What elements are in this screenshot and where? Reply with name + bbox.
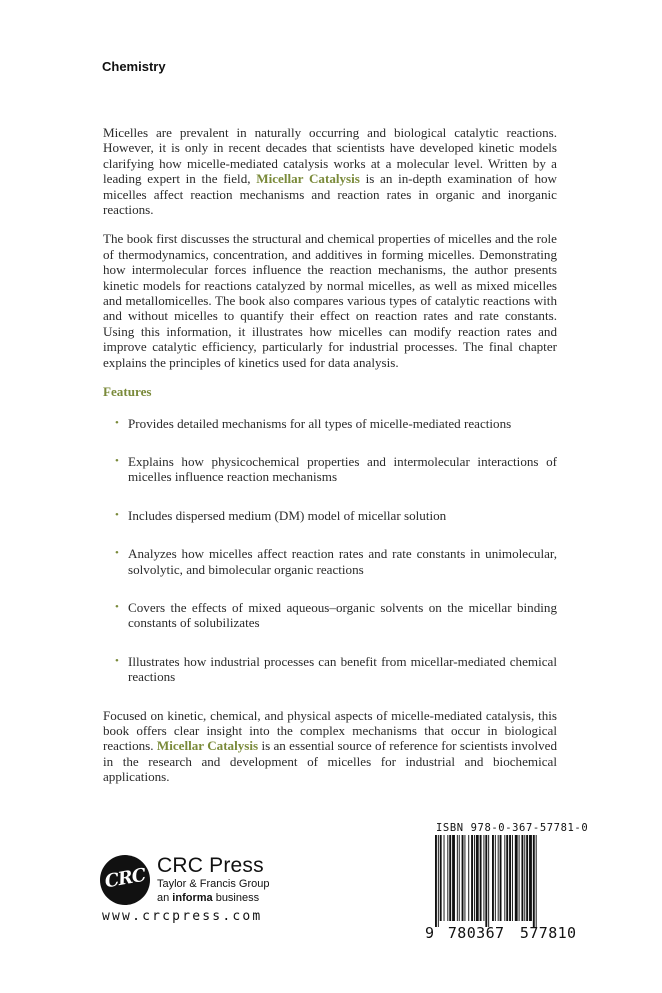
features-list <box>103 416 557 685</box>
isbn-label: ISBN 978-0-367-57781-0 <box>436 822 589 834</box>
barcode-bar <box>438 835 439 927</box>
barcode-bar <box>504 835 505 921</box>
barcode-bar <box>512 835 513 921</box>
barcode-bar <box>459 835 460 921</box>
barcode-bar <box>471 835 473 921</box>
barcode-bar <box>519 835 520 921</box>
feature-item <box>115 600 557 631</box>
feature-item <box>115 454 557 485</box>
intro-text-after: is an in-depth examination of how micelles affect reaction mechanisms and reaction rates in organic and inorganic reactions. <box>103 171 558 218</box>
barcode-digits-left: 780367 <box>447 924 505 942</box>
barcode-bar <box>506 835 508 921</box>
barcode-digit-first: 9 <box>425 924 435 942</box>
barcode-bar <box>457 835 458 921</box>
barcode-bar <box>509 835 511 921</box>
barcode-digits <box>425 924 575 942</box>
publisher-website: www.crcpress.com <box>102 909 263 924</box>
crc-logo-icon <box>100 855 150 905</box>
barcode-bar <box>529 835 532 921</box>
feature-item <box>115 416 557 431</box>
barcode-bar <box>462 835 464 921</box>
description-body <box>103 125 557 799</box>
feature-text: Includes dispersed medium (DM) model of micellar solution <box>128 507 447 523</box>
publisher-group: Taylor & Francis Group <box>157 878 270 890</box>
barcode-bar <box>515 835 518 921</box>
barcode-bar <box>449 835 451 921</box>
barcode-bar <box>468 835 469 921</box>
barcode-bar <box>488 835 489 927</box>
intro-text-before: Micelles are prevalent in naturally occurring and biological catalytic reactions. However, it is only in recent decades that scientists have developed kinetic models clarifying how micelle-mediated catalysis works at a molecular level. Written by a leading expert in the field, <box>103 125 557 187</box>
feature-item <box>115 508 557 523</box>
barcode-bar <box>485 835 487 927</box>
feature-text: Provides detailed mechanisms for all types of micelle-mediated reactions <box>128 415 512 431</box>
logo-monogram: CRC <box>103 864 147 893</box>
category-label: Chemistry <box>102 59 166 74</box>
bullet-icon: • <box>115 454 119 467</box>
closing-paragraph <box>103 708 557 785</box>
barcode-bar <box>444 835 445 921</box>
barcode-bar <box>452 835 455 921</box>
barcode-bar <box>435 835 437 927</box>
book-title-highlight: Micellar Catalysis <box>156 738 259 754</box>
bullet-icon: • <box>115 654 119 667</box>
barcode-bar <box>536 835 537 927</box>
closing-text-before: Focused on kinetic, chemical, and physical aspects of micelle-mediated catalysis, this book offers clear insight into the complex mechanisms that occur in biological reactions. <box>103 707 557 754</box>
overview-paragraph: The book first discusses the structural and chemical properties of micelles and the role of thermodynamics, concentration, and additives in forming micelles. Demonstrating how intermolecular forces influence the reaction mechanisms, the author presents kinetic models for reactions catalyzed by normal micelles, as well as mixed micelles and metallomicelles. The book also compares various types of catalytic reactions with and without micelles to quantify their effect on reaction rates and rate constants. Using this information, it illustrates how micelles can modify reaction rates and improve catalytic efficiency, particularly for industrial processes. The final chapter explains the principles of kinetics used for data analysis. <box>103 231 557 370</box>
barcode-bar <box>464 835 465 921</box>
barcode-bar <box>533 835 535 927</box>
barcode-bar <box>476 835 479 921</box>
feature-item <box>115 546 557 577</box>
feature-text: Explains how physicochemical properties and intermolecular interactions of micelles influence reaction mechanisms <box>128 453 557 485</box>
barcode-bar <box>521 835 523 921</box>
barcode-digits-right: 577810 <box>519 924 577 942</box>
feature-text: Covers the effects of mixed aqueous–organic solvents on the micellar binding constants of solubilizates <box>128 599 557 631</box>
bullet-icon: • <box>115 600 119 613</box>
barcode-bars <box>433 835 575 927</box>
barcode-bar <box>447 835 448 921</box>
closing-text-after: is an essential source of reference for scientists involved in the research and development of micelles for industrial and biochemical applications. <box>103 738 557 785</box>
barcode-bar <box>480 835 482 921</box>
intro-paragraph <box>103 125 557 217</box>
barcode-bar <box>440 835 442 921</box>
publisher-name: CRC Press <box>157 854 264 877</box>
barcode-bar <box>500 835 502 921</box>
feature-item <box>115 654 557 685</box>
feature-text: Analyzes how micelles affect reaction rates and rate constants in unimolecular, solvolytic, and bimolecular organic reactions <box>128 546 557 577</box>
barcode-bar <box>492 835 494 921</box>
barcode-bar <box>524 835 525 921</box>
bullet-icon: • <box>115 547 119 560</box>
features-heading: Features <box>103 384 152 400</box>
feature-text: Illustrates how industrial processes can benefit from micellar-mediated chemical reactions <box>128 653 557 685</box>
bullet-icon: • <box>115 508 119 521</box>
barcode-bar <box>495 835 496 921</box>
bullet-icon: • <box>115 416 119 429</box>
publisher-tagline: an informa business <box>157 892 260 904</box>
book-title-highlight: Micellar Catalysis <box>256 171 360 187</box>
barcode-bar <box>526 835 528 921</box>
barcode-bar <box>483 835 484 921</box>
isbn-barcode <box>425 822 589 942</box>
barcode-bar <box>498 835 499 921</box>
publisher-text <box>157 855 269 905</box>
barcode-bar <box>474 835 475 921</box>
